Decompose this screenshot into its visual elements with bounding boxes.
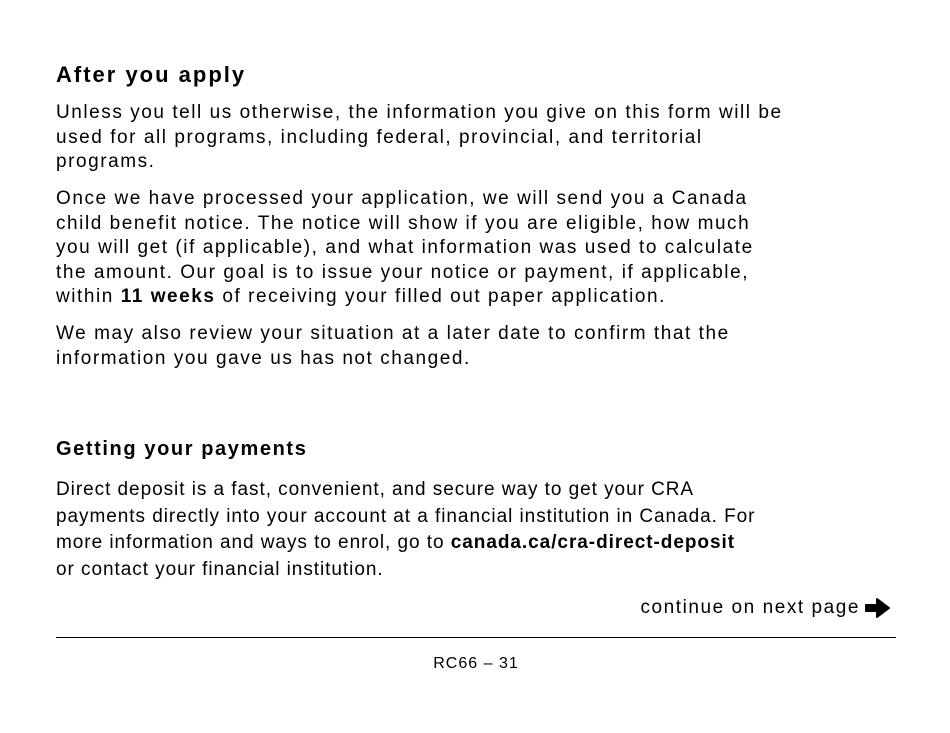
right-arrow-icon — [864, 597, 892, 619]
text-line: child benefit notice. The notice will show if you are eligible, how much — [56, 212, 751, 234]
text-line: Once we have processed your application, we will send you a Canada — [56, 188, 748, 209]
text-line: Direct deposit is a fast, convenient, and secure way to get your CRA — [56, 479, 695, 500]
getting-your-payments-heading: Getting your payments — [56, 438, 308, 460]
text-line: used for all programs, including federal, provincial, and territorial — [56, 126, 703, 148]
text-line: We may also review your situation at a later date to confirm that the — [56, 323, 730, 344]
text-line: programs. — [56, 151, 156, 172]
text-fragment: more information and ways to enrol, go to — [56, 532, 451, 553]
document-page — [56, 0, 896, 733]
after-you-apply-heading: After you apply — [56, 62, 247, 87]
text-line: Unless you tell us otherwise, the information you give on this form will be — [56, 102, 783, 123]
after-apply-paragraph-2 — [56, 187, 754, 310]
text-line — [56, 285, 754, 310]
text-line: you will get (if applicable), and what information was used to calculate — [56, 237, 754, 258]
text-line — [56, 530, 755, 557]
page-number: RC66 – 31 — [433, 655, 519, 672]
text-fragment: within — [56, 286, 121, 307]
text-line: the amount. Our goal is to issue your notice or payment, if applicable, — [56, 261, 750, 283]
after-apply-paragraph-3 — [56, 322, 730, 371]
payments-paragraph — [56, 477, 755, 583]
footer-divider — [56, 637, 896, 638]
text-line: payments directly into your account at a financial institution in Canada. For — [56, 505, 756, 527]
text-line: or contact your financial institution. — [56, 558, 384, 580]
continue-on-next-page[interactable] — [640, 595, 892, 621]
text-line: information you gave us has not changed. — [56, 347, 471, 369]
after-apply-paragraph-1 — [56, 101, 783, 175]
eleven-weeks-emphasis: 11 weeks — [120, 286, 216, 307]
direct-deposit-link[interactable]: canada.ca/cra-direct-deposit — [450, 532, 736, 553]
text-fragment: of receiving your filled out paper application. — [215, 286, 666, 307]
continue-label: continue on next page — [640, 597, 860, 618]
